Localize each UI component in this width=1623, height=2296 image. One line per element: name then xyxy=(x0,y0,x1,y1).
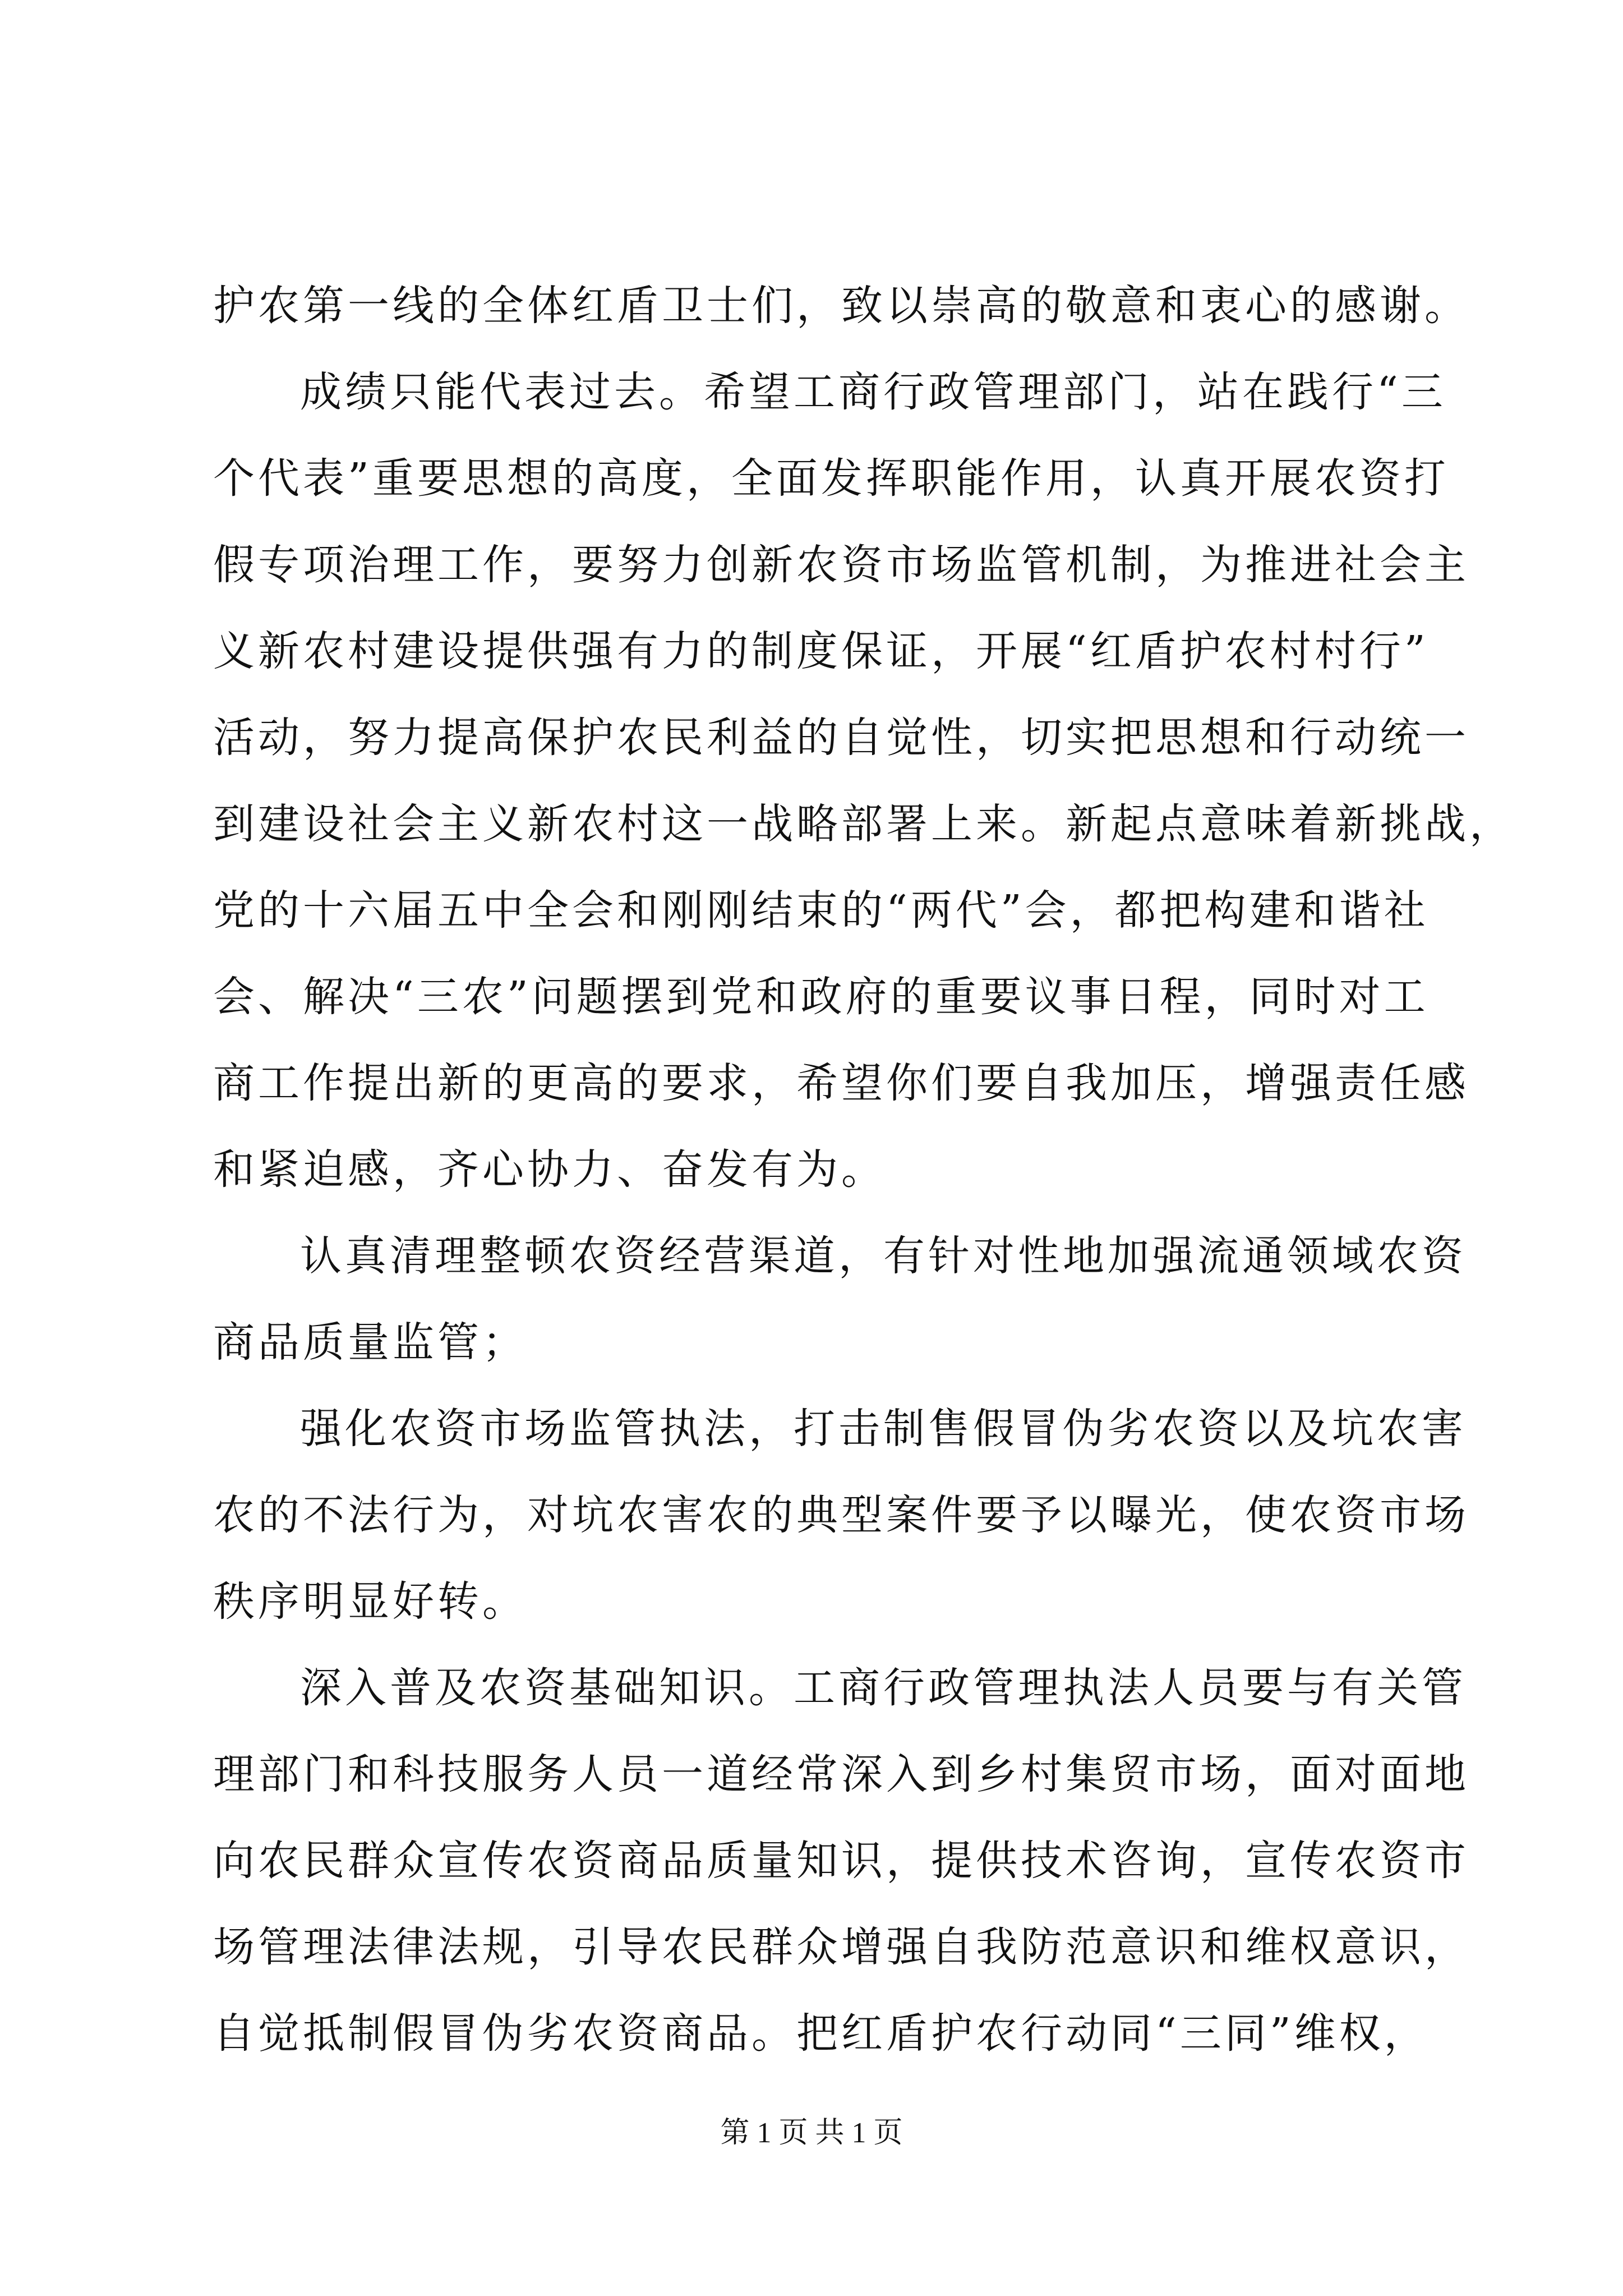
text-line-15: 农的不法行为，对坑农害农的典型案件要予以曝光，使农资市场 xyxy=(213,1491,1469,1539)
text-line-19: 向农民群众宣传农资商品质量知识，提供技术咨询，宣传农资市 xyxy=(213,1837,1469,1885)
text-line-4: 假专项治理工作，要努力创新农资市场监管机制，为推进社会主 xyxy=(213,541,1469,589)
text-line-8: 党的十六届五中全会和刚刚结束的“两代”会，都把构建和谐社 xyxy=(213,886,1429,935)
text-line-21: 自觉抵制假冒伪劣农资商品。把红盾护农行动同“三同”维权， xyxy=(213,2009,1429,2058)
text-line-7: 到建设社会主义新农村这一战略部署上来。新起点意味着新挑战， xyxy=(213,800,1514,848)
page-number-footer: 第 1 页 共 1 页 xyxy=(720,2117,903,2149)
text-line-13: 商品质量监管； xyxy=(213,1318,527,1366)
text-line-2: 成绩只能代表过去。希望工商行政管理部门，站在践行“三 xyxy=(300,368,1446,416)
text-line-12: 认真清理整顿农资经营渠道，有针对性地加强流通领域农资 xyxy=(300,1232,1467,1280)
text-line-20: 场管理法律法规，引导农民群众增强自我防范意识和维权意识， xyxy=(213,1923,1469,1971)
document-body xyxy=(213,263,1514,2077)
text-line-1: 护农第一线的全体红盾卫士们，致以崇高的敬意和衷心的感谢。 xyxy=(213,282,1469,330)
text-line-10: 商工作提出新的更高的要求，希望你们要自我加压，增强责任感 xyxy=(213,1059,1469,1107)
text-line-14: 强化农资市场监管执法，打击制售假冒伪劣农资以及坑农害 xyxy=(300,1405,1467,1453)
text-line-17: 深入普及农资基础知识。工商行政管理执法人员要与有关管 xyxy=(300,1664,1467,1712)
text-line-11: 和紧迫感，齐心协力、奋发有为。 xyxy=(213,1145,886,1194)
text-line-16: 秩序明显好转。 xyxy=(213,1577,527,1626)
text-line-18: 理部门和科技服务人员一道经常深入到乡村集贸市场，面对面地 xyxy=(213,1750,1469,1798)
text-line-5: 义新农村建设提供强有力的制度保证，开展“红盾护农村村行” xyxy=(213,627,1429,675)
text-line-9: 会、解决“三农”问题摆到党和政府的重要议事日程，同时对工 xyxy=(213,973,1429,1021)
text-line-3: 个代表”重要思想的高度，全面发挥职能作用，认真开展农资打 xyxy=(213,454,1449,503)
text-line-6: 活动，努力提高保护农民利益的自觉性，切实把思想和行动统一 xyxy=(213,714,1469,762)
